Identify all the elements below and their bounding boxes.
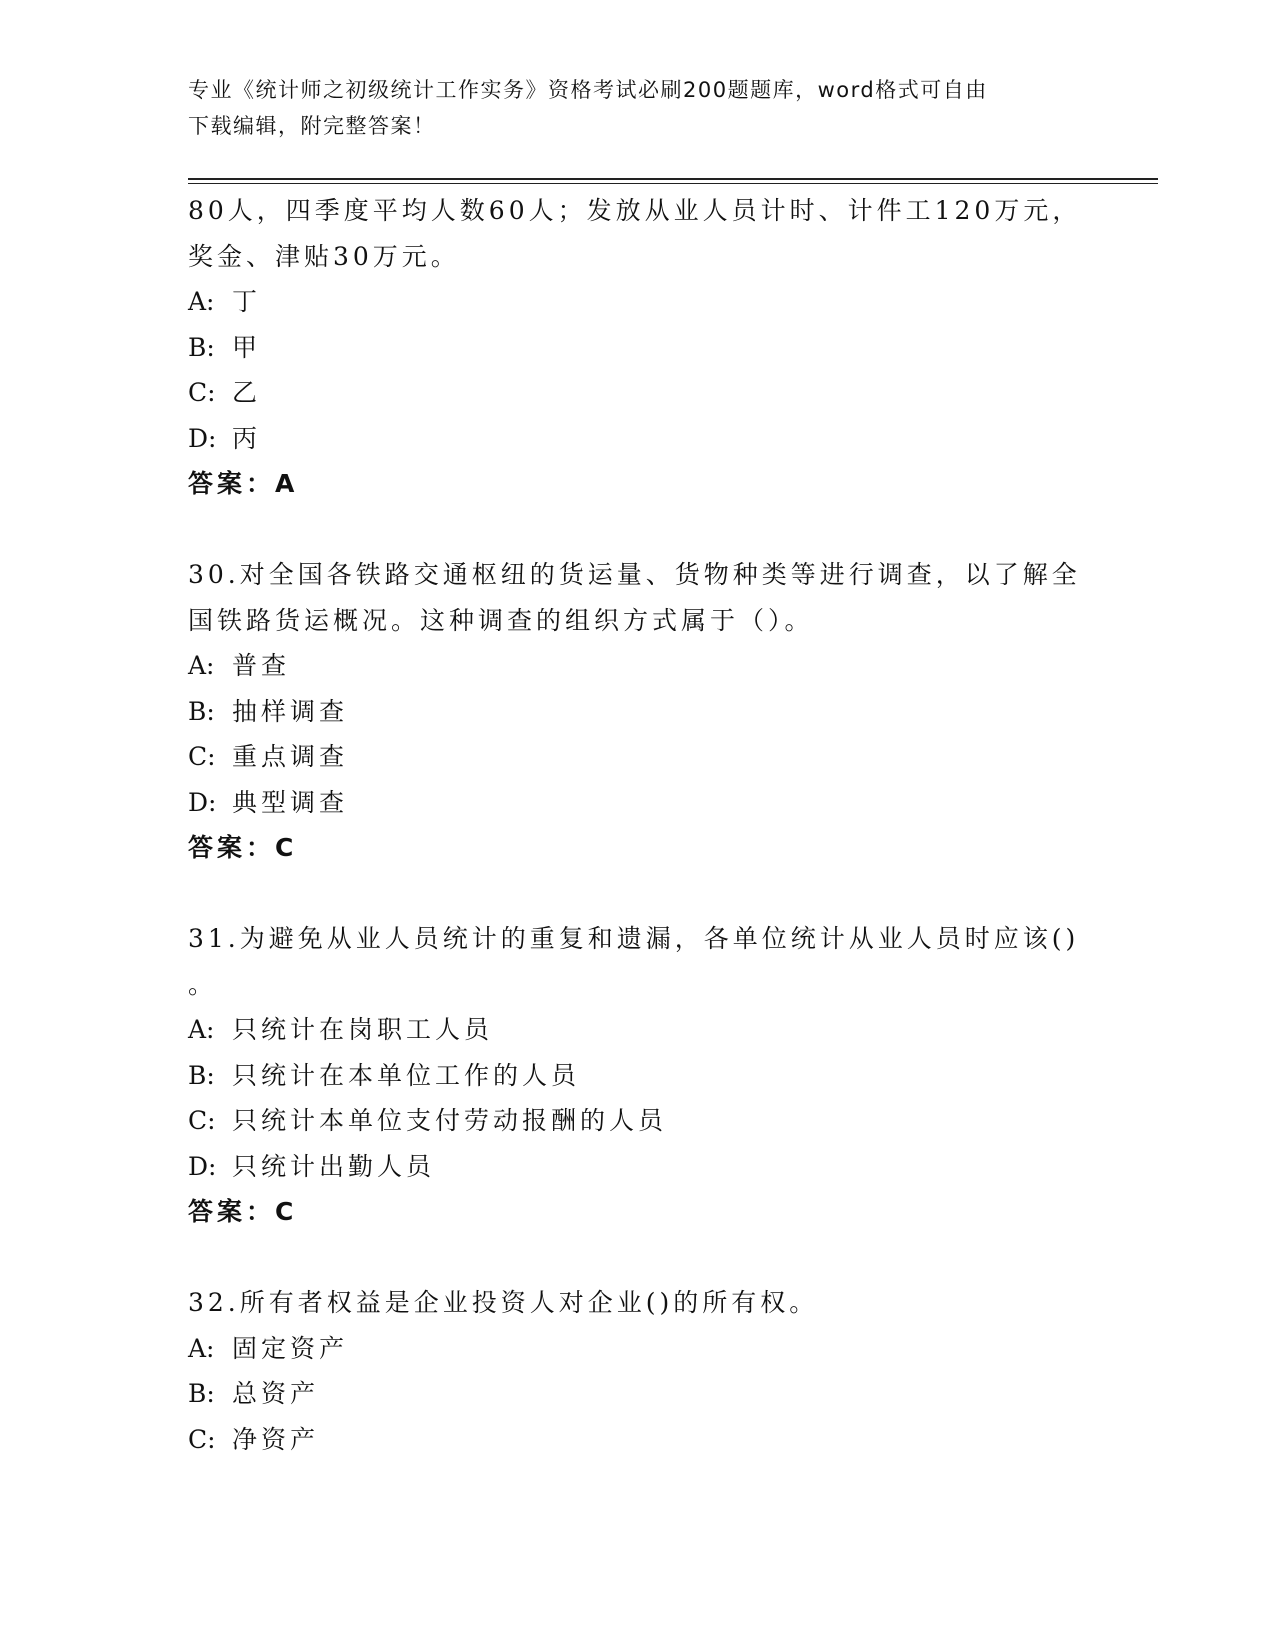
header-divider-thick	[188, 178, 1158, 180]
option-b: B: 抽样调查	[188, 696, 349, 726]
option-a: A: 丁	[188, 287, 262, 316]
header-line-2: 下载编辑，附完整答案！	[188, 114, 436, 138]
header-line-1: 专业《统计师之初级统计工作实务》资格考试必刷200题题库，word格式可自由	[188, 78, 988, 102]
question-text-line: 30.对全国各铁路交通枢纽的货运量、货物种类等进行调查，以了解全	[188, 560, 1081, 589]
question-text-line: 80人，四季度平均人数60人；发放从业人员计时、计件工120万元，	[188, 196, 1082, 225]
document-header	[188, 72, 1088, 144]
question-30	[188, 552, 1088, 871]
option-d: D: 丙	[188, 423, 262, 453]
question-32	[188, 1280, 1088, 1462]
question-text-line: 奖金、津贴30万元。	[188, 241, 460, 271]
question-31	[188, 916, 1088, 1235]
option-b: B: 总资产	[188, 1379, 320, 1408]
question-text-line: 32.所有者权益是企业投资人对企业()的所有权。	[188, 1288, 819, 1317]
option-c: C: 乙	[188, 378, 262, 407]
option-c: C: 只统计本单位支付劳动报酬的人员	[188, 1106, 668, 1135]
option-d: D: 只统计出勤人员	[188, 1151, 436, 1181]
answer-line: 答案：C	[188, 1197, 294, 1226]
answer-line: 答案：C	[188, 833, 294, 862]
option-c: C: 重点调查	[188, 742, 349, 771]
option-a: A: 普查	[188, 651, 291, 680]
option-d: D: 典型调查	[188, 787, 349, 817]
option-b: B: 只统计在本单位工作的人员	[188, 1060, 581, 1090]
question-text-line: 国铁路货运概况。这种调查的组织方式属于（）。	[188, 605, 814, 635]
header-divider-thin	[188, 183, 1158, 184]
question-continuation	[188, 188, 1088, 507]
option-c: C: 净资产	[188, 1424, 320, 1454]
spacer	[188, 1235, 1088, 1281]
option-b: B: 甲	[188, 332, 262, 362]
option-a: A: 只统计在岗职工人员	[188, 1015, 494, 1044]
spacer	[188, 871, 1088, 917]
answer-line: 答案：A	[188, 469, 295, 498]
spacer	[188, 507, 1088, 553]
option-a: A: 固定资产	[188, 1333, 349, 1363]
question-content	[188, 188, 1088, 1462]
question-text-line: 。	[188, 969, 218, 999]
question-text-line: 31.为避免从业人员统计的重复和遗漏，各单位统计从业人员时应该()	[188, 924, 1080, 953]
